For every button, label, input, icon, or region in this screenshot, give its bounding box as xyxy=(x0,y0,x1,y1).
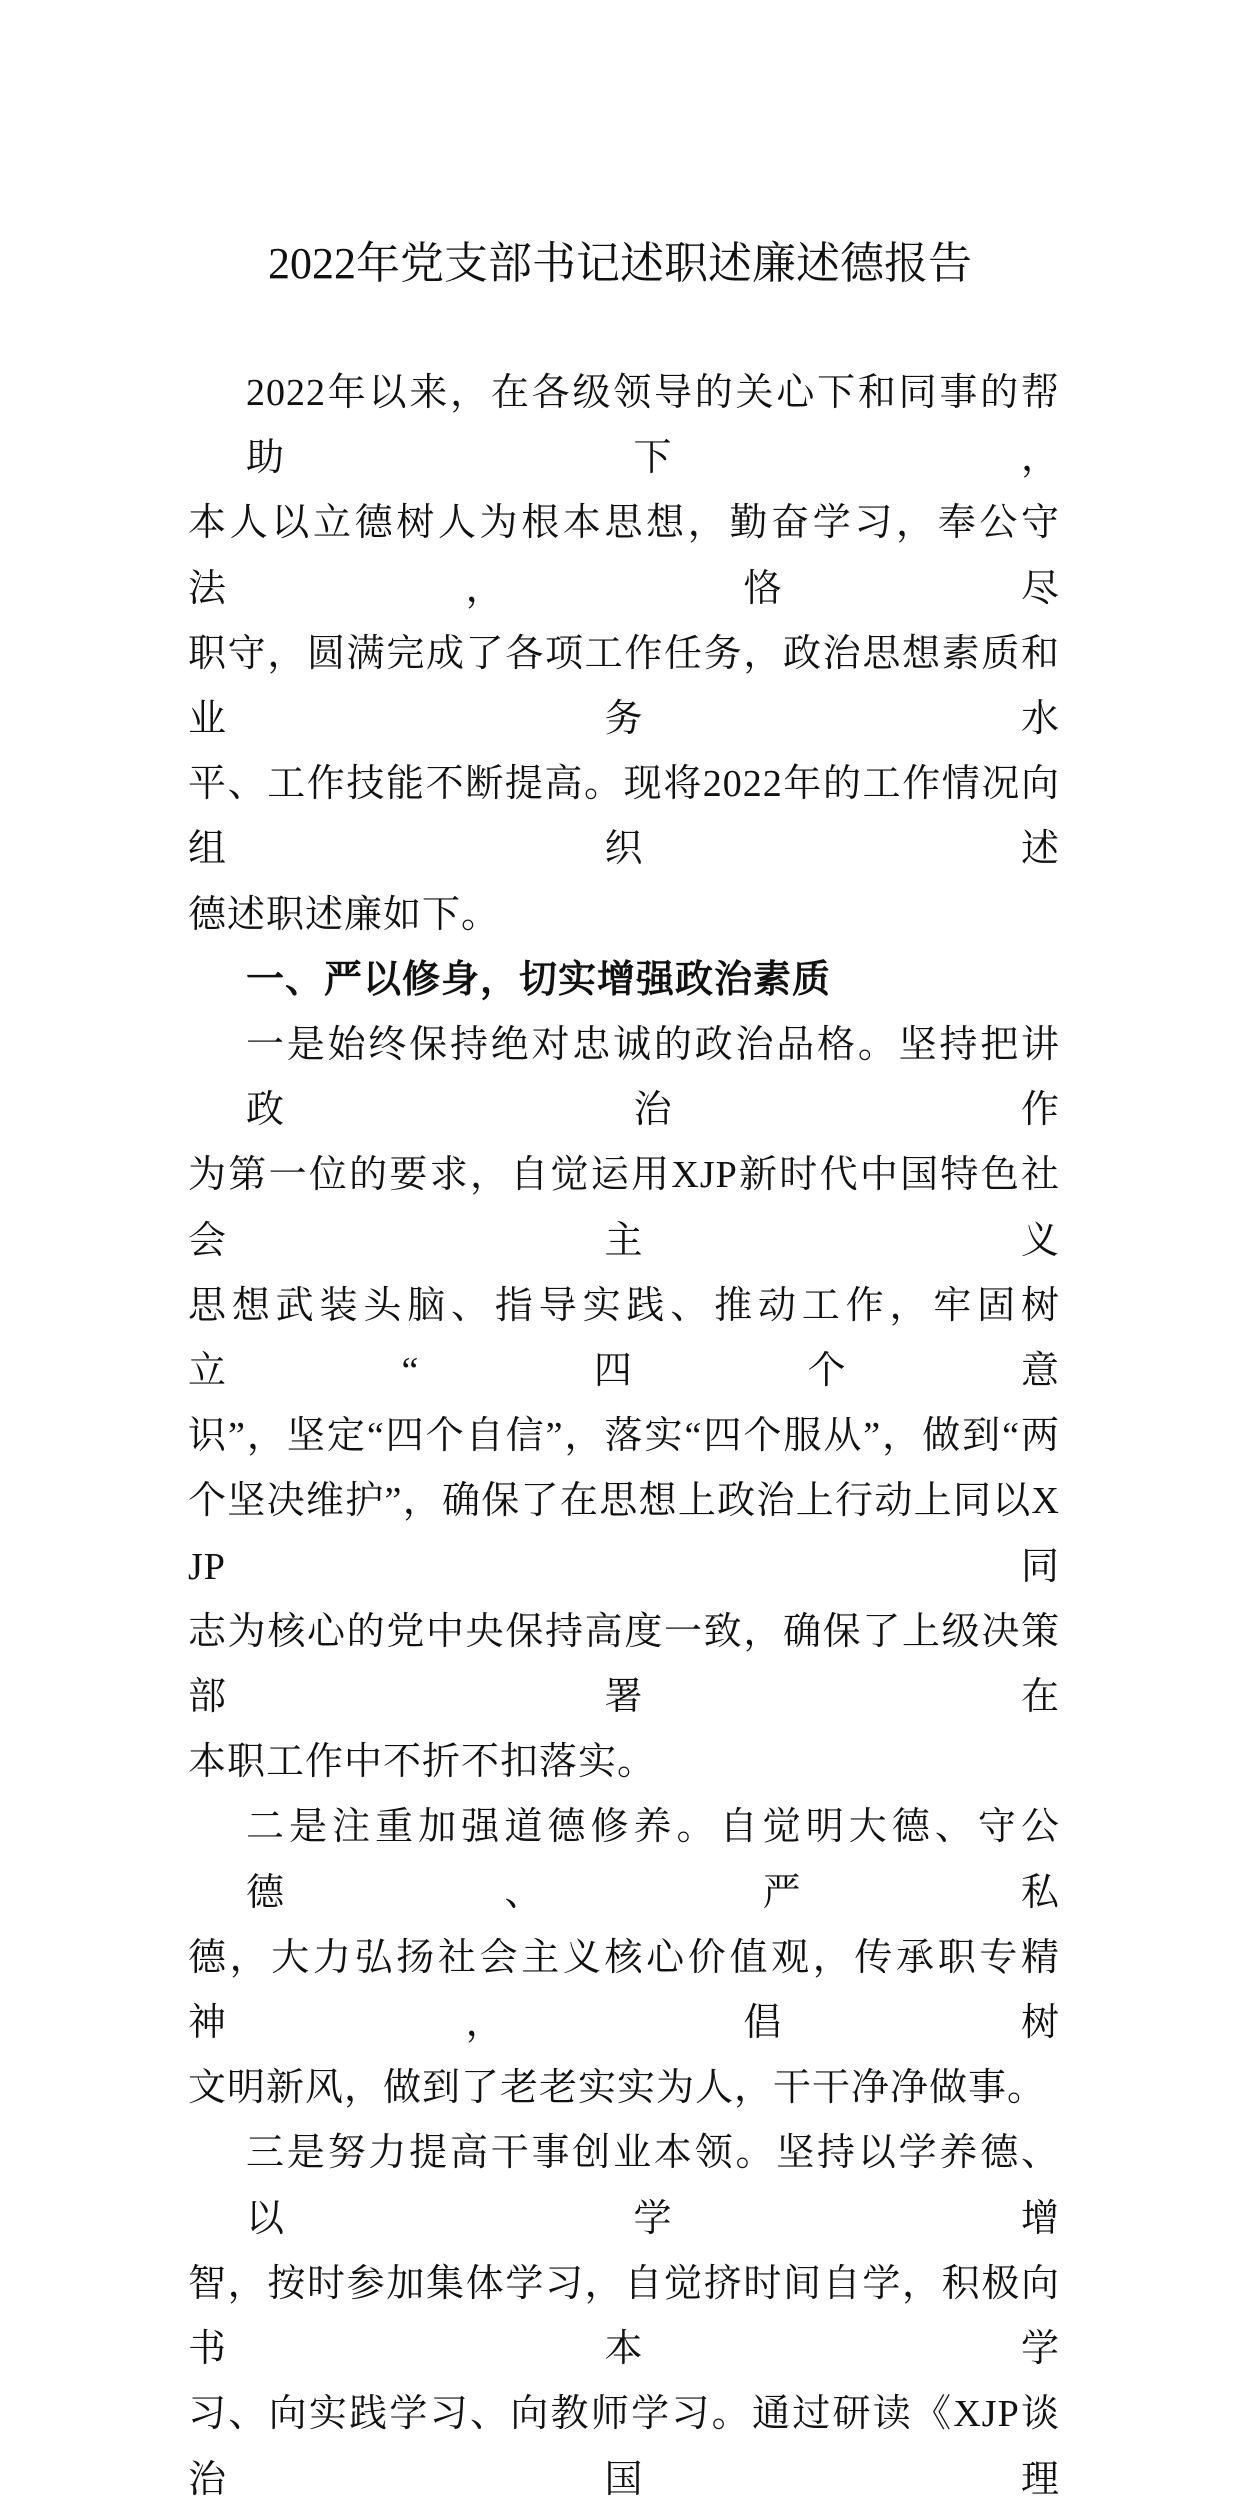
text-line: 个坚决维护”，确保了在思想上政治上行动上同以XJP同 xyxy=(188,1480,1060,1588)
text-line: 为第一位的要求，自觉运用XJP新时代中国特色社会主义 xyxy=(188,1154,1060,1262)
paragraph xyxy=(188,1795,1060,2121)
text-line: 一是始终保持绝对忠诚的政治品格。坚持把讲政治作 xyxy=(246,1024,1060,1132)
paragraph xyxy=(188,2121,1060,2512)
text-line: 本职工作中不折不扣落实。 xyxy=(188,1741,657,1784)
text-line: 识”，坚定“四个自信”，落实“四个服从”，做到“两 xyxy=(188,1415,1060,1458)
text-line: 习、向实践学习、向教师学习。通过研读《XJP谈治国理 xyxy=(188,2393,1060,2501)
document-title: 2022年党支部书记述职述廉述德报告 xyxy=(268,239,972,288)
paragraph xyxy=(188,361,1060,948)
paragraph xyxy=(188,1013,1060,1795)
text-line: 德，大力弘扬社会主义核心价值观，传承职专精神，倡树 xyxy=(188,1936,1060,2045)
text-line: 职守，圆满完成了各项工作任务，政治思想素质和业务水 xyxy=(188,632,1060,741)
text-line: 一、严以修身，切实增强政治素质 xyxy=(246,958,832,1001)
document-body xyxy=(188,361,1060,2513)
text-line: 三是努力提高干事创业本领。坚持以学养德、以学增 xyxy=(246,2132,1060,2240)
text-line: 志为核心的党中央保持高度一致，确保了上级决策部署在 xyxy=(188,1610,1060,1719)
section-heading xyxy=(188,948,1060,1013)
text-line: 智，按时参加集体学习，自觉挤时间自学，积极向书本学 xyxy=(188,2262,1060,2371)
text-line: 德述职述廉如下。 xyxy=(188,893,501,936)
text-line: 二是注重加强道德修养。自觉明大德、守公德、严私 xyxy=(246,1806,1060,1914)
text-line: 平、工作技能不断提高。现将2022年的工作情况向组织述 xyxy=(188,763,1060,871)
text-line: 2022年以来，在各级领导的关心下和同事的帮助下， xyxy=(246,372,1060,480)
text-line: 本人以立德树人为根本思想，勤奋学习，奉公守法，恪尽 xyxy=(188,502,1060,610)
text-line: 思想武装头脑、指导实践、推动工作，牢固树立“四个意 xyxy=(188,1284,1060,1393)
text-line: 文明新风，做到了老老实实为人，干干净净做事。 xyxy=(188,2067,1047,2110)
